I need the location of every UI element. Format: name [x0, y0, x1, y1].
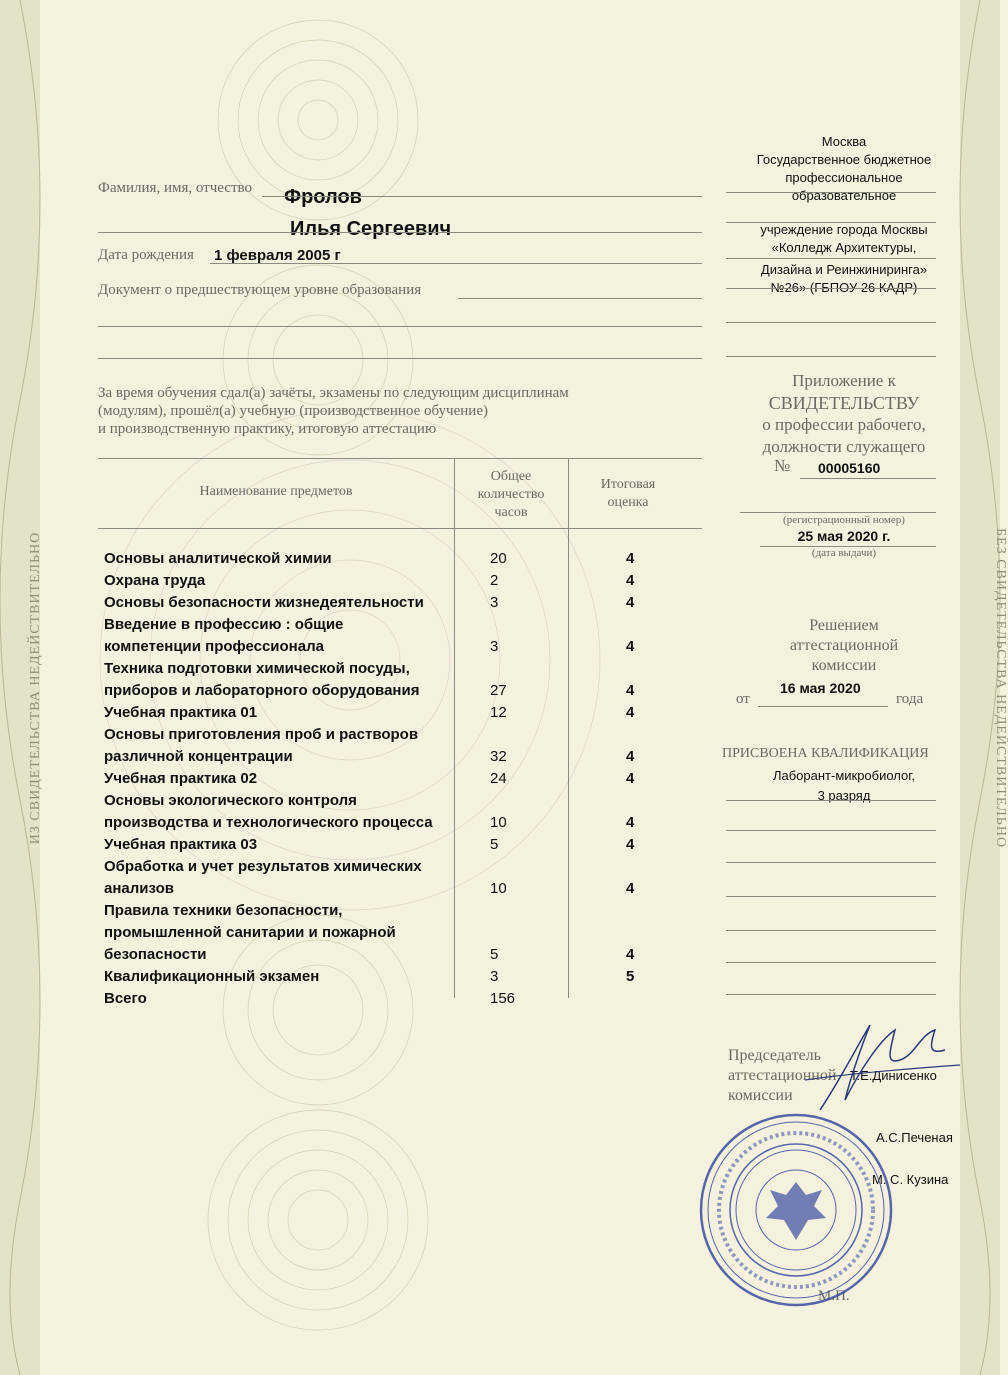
- fio-label: Фамилия, имя, отчество: [98, 180, 252, 196]
- left-side-text: ИЗ СВИДЕТЕЛЬСТВА НЕДЕЙСТВИТЕЛЬНО: [28, 531, 44, 845]
- mp-label: М.П.: [818, 1288, 850, 1304]
- institution-block: Москва Государственное бюджетное профессиональное образовательное учреждение города Москвы «Колледж Архитектуры, Дизайна и Реинжиниринга» №26» (ГБПОУ 26 КАДР): [756, 134, 932, 295]
- decision-year-label: года: [896, 691, 924, 707]
- table-row-grade: 4: [626, 594, 635, 611]
- table-row-hours: 3: [490, 638, 499, 655]
- chair-label: Председатель аттестационной комиссии: [728, 1047, 837, 1104]
- table-row-hours: 3: [490, 594, 499, 611]
- table-row-grade: 4: [626, 704, 635, 721]
- table-row-subject: Основы безопасности жизнедеятельности: [104, 594, 424, 611]
- table-row-hours: 5: [490, 946, 499, 963]
- decision-date: 16 мая 2020: [780, 680, 861, 696]
- chair-signature: [800, 1010, 970, 1120]
- table-row-grade: 4: [626, 836, 635, 853]
- table-row-subject: Обработка и учет результатов химических анализов: [104, 858, 422, 897]
- qualification-value: Лаборант-микробиолог, 3 разряд: [772, 768, 916, 803]
- table-row-subject: Охрана труда: [104, 572, 206, 589]
- director-name: А.С.Печеная: [876, 1130, 953, 1145]
- table-row-grade: 4: [626, 572, 635, 589]
- table-row-hours: 5: [490, 836, 499, 853]
- certificate-number: 00005160: [818, 460, 881, 476]
- appendix-title: Приложение к СВИДЕТЕЛЬСТВУ о профессии рабочего, должности служащего: [762, 371, 926, 456]
- table-row-subject: Правила техники безопасности, промышленной санитарии и пожарной безопасности: [104, 902, 396, 963]
- col-subject-header: Наименование предметов: [199, 484, 353, 499]
- table-row-grade: 5: [626, 968, 635, 985]
- table-row-subject: Основы экологического контроля производства и технологического процесса: [104, 792, 433, 831]
- table-row-grade: 4: [626, 638, 635, 655]
- right-side-text: БЕЗ СВИДЕТЕЛЬСТВА НЕДЕЙСТВИТЕЛЬНО: [993, 527, 1008, 849]
- table-row-hours: 20: [490, 550, 507, 567]
- table-row-hours: 10: [490, 880, 507, 897]
- qualification-label: ПРИСВОЕНА КВАЛИФИКАЦИЯ: [722, 746, 929, 761]
- student-surname: Фролов: [284, 186, 362, 208]
- issue-date: 25 мая 2020 г.: [797, 528, 891, 544]
- table-row-grade: 4: [626, 770, 635, 787]
- official-seal: [696, 1110, 896, 1310]
- table-row-subject: Учебная практика 01: [104, 704, 258, 721]
- table-row-grade: 4: [626, 814, 635, 831]
- table-row-hours: 156: [490, 990, 516, 1007]
- table-row-subject: Основы аналитической химии: [104, 550, 332, 567]
- decision-title: Решением аттестационной комиссии: [789, 617, 899, 674]
- student-name: Илья Сергеевич: [290, 218, 452, 240]
- col-hours-header: Общее количество часов: [477, 469, 545, 520]
- reg-number-label: (регистрационный номер): [783, 514, 905, 526]
- table-row-grade: 4: [626, 550, 635, 567]
- table-row-grade: 4: [626, 946, 635, 963]
- issue-date-label: (дата выдачи): [811, 547, 877, 559]
- table-row-subject: Техника подготовки химической посуды, приборов и лабораторного оборудования: [104, 660, 420, 699]
- table-row-subject: Учебная практика 02: [104, 770, 258, 787]
- table-row-hours: 10: [490, 814, 507, 831]
- table-row-grade: 4: [626, 880, 635, 897]
- prev-doc-label: Документ о предшествующем уровне образования: [98, 282, 422, 298]
- chair-name: Т.Е.Динисенко: [850, 1068, 937, 1083]
- table-row-grade: 4: [626, 748, 635, 765]
- table-row-hours: 24: [490, 770, 507, 787]
- table-row-hours: 12: [490, 704, 507, 721]
- decision-from-label: от: [736, 691, 750, 707]
- dob-label: Дата рождения: [98, 247, 194, 263]
- number-label: №: [774, 456, 791, 475]
- table-row-subject: Учебная практика 03: [104, 836, 258, 853]
- table-row-grade: 4: [626, 682, 635, 699]
- dob-value: 1 февраля 2005 г: [214, 247, 341, 264]
- table-row-hours: 3: [490, 968, 499, 985]
- table-row-subject: Квалификационный экзамен: [104, 968, 320, 985]
- table-row-hours: 32: [490, 748, 507, 765]
- table-row-hours: 2: [490, 572, 499, 589]
- table-row-subject: Основы приготовления проб и растворов различной концентрации: [104, 726, 419, 765]
- intro-text: За время обучения сдал(а) зачёты, экзамены по следующим дисциплинам (модулям), прошёл(а) учебную (производственное обучение) и производственную практику, итоговую аттестацию: [98, 385, 569, 437]
- secretary-name: М. С. Кузина: [872, 1172, 949, 1187]
- table-row-subject: Всего: [104, 990, 147, 1007]
- table-row-hours: 27: [490, 682, 507, 699]
- col-grade-header: Итоговая оценка: [600, 477, 656, 510]
- table-row-subject: Введение в профессию : общие компетенции профессионала: [104, 616, 344, 655]
